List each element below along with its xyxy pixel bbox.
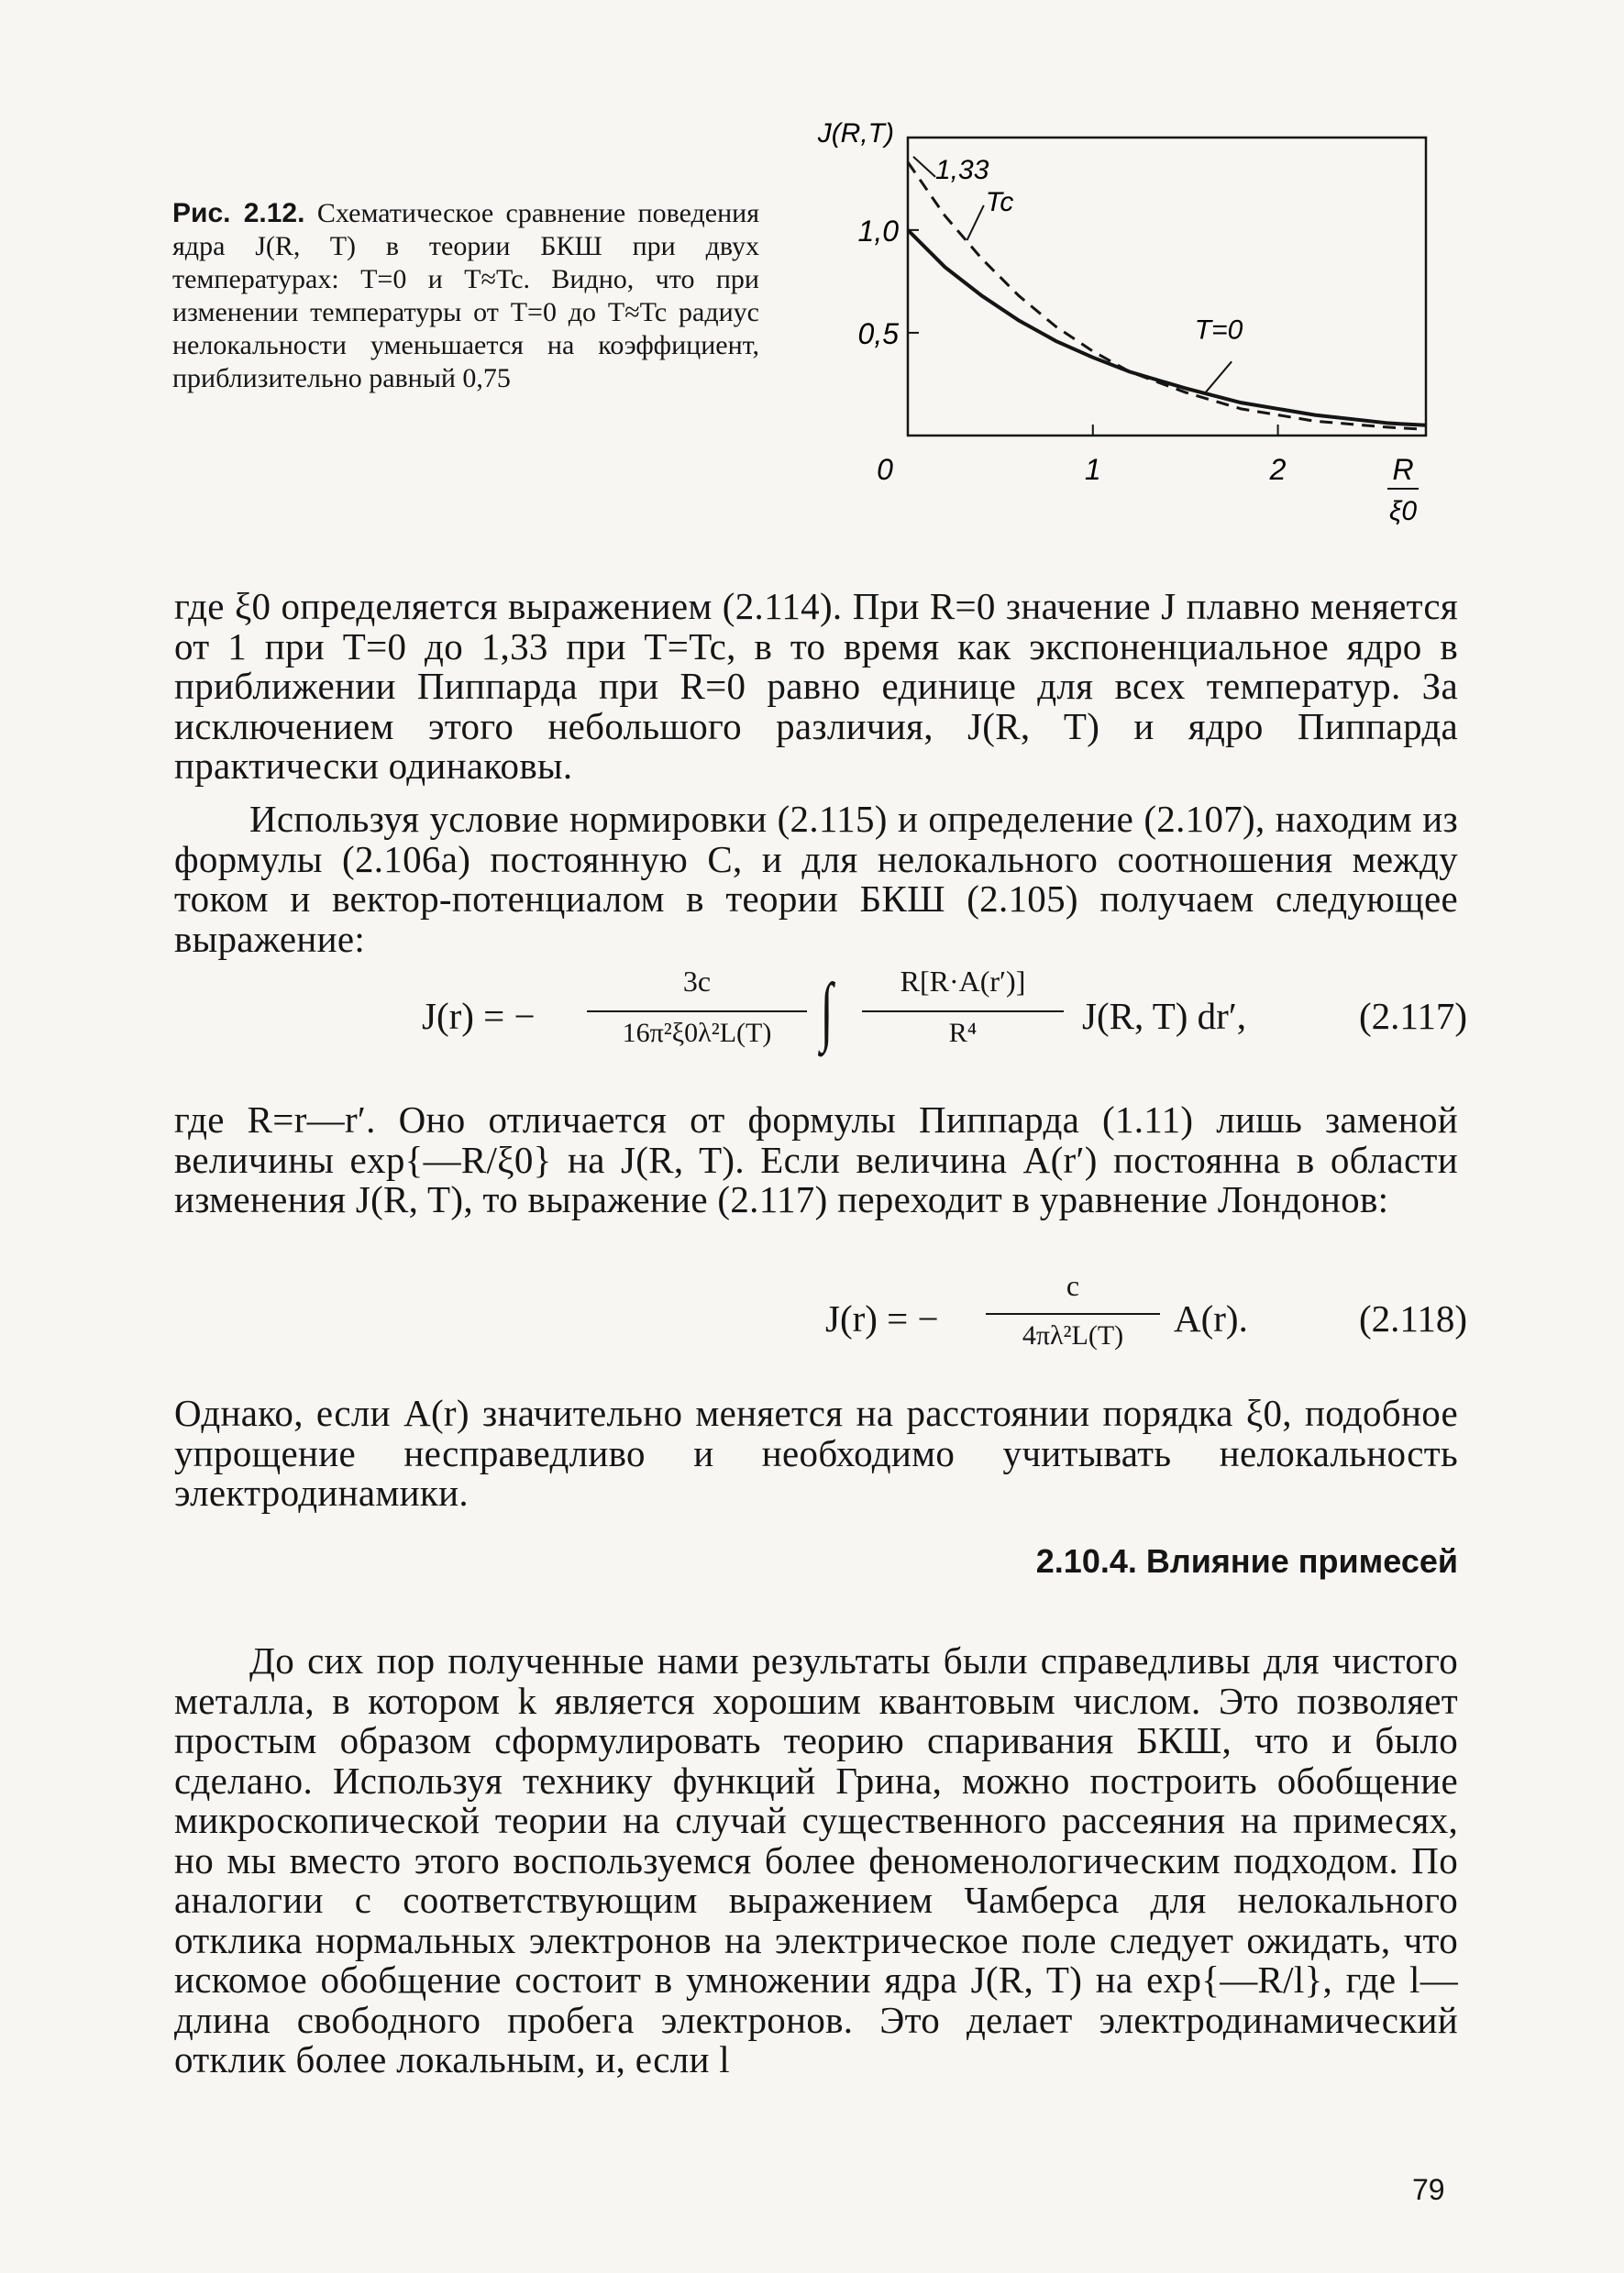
- equation-2-117: [422, 965, 1467, 1082]
- eq118-num: c: [1066, 1269, 1080, 1302]
- x-tick-label: 0: [877, 453, 893, 486]
- eq118-tail: A(r).: [1174, 1297, 1248, 1340]
- section-heading: 2.10.4. Влияние примесей: [1035, 1542, 1458, 1580]
- eq117-coef-line: [587, 1010, 807, 1012]
- eq118-den: 4πλ²L(T): [1022, 1320, 1124, 1351]
- paragraph-3: [174, 1100, 1458, 1220]
- annotation-label: 1,33: [935, 154, 989, 185]
- eq118-number: (2.118): [1358, 1297, 1467, 1340]
- figure-caption-text: Схематическое сравнение поведения ядра J(R, T) в теории БКШ при двух температурах: T=0 и T≈Tc. Видно, что при изменении температуры от T=0 до T≈Tc радиус нелокальности уменьшается на коэффициент, приблизительно равный 0,75: [172, 198, 760, 393]
- eq117-int-den: R⁴: [948, 1018, 978, 1048]
- eq117-coef-num: 3c: [682, 965, 712, 998]
- annotation-leader: [913, 157, 935, 177]
- paragraph-1-text: где ξ0 определяется выражением (2.114). При R=0 значение J плавно меняется от 1 при T=0 до 1,33 при T=Tc, в то время как экспоненциальное ядро в приближении Пиппарда при R=0 равно единице для всех температур. За исключением этого небольшого различия, J(R, T) и ядро Пиппарда практически одинаковы.: [174, 585, 1458, 787]
- paragraph-1: [174, 587, 1458, 787]
- eq117-tail: J(R, T) dr′,: [1082, 995, 1247, 1037]
- series-line-t0: [908, 230, 1426, 425]
- x-tick-label: 2: [1269, 453, 1287, 486]
- x-axis-label-den: ξ0: [1388, 496, 1418, 526]
- y-axis-label: J(R,T): [817, 118, 894, 149]
- annotation-label: T=0: [1194, 314, 1243, 346]
- page-number: 79: [1412, 2173, 1445, 2206]
- y-tick-label: 0,5: [857, 316, 899, 350]
- paragraph-5-text: До сих пор полученные нами результаты были справедливы для чистого металла, в котором k является хорошим квантовым числом. Это позволяет простым образом сформулировать теорию спаривания БКШ, что и было сделано. Используя технику функций Грина, можно построить обобщение микроскопической теории на случай существенного рассеяния на примесях, но мы вместо этого воспользуемся более феноменологическим подходом. По аналогии с соответствующим выражением Чамберса для нелокального отклика нормальных электронов на электрическое поле следует ожидать, что искомое обобщение состоит в умножении ядра J(R, T) на exp{—R/l}, где l—длина свободного пробега электронов. Это делает электродинамический отклик более локальным, и, если l: [174, 1639, 1458, 2080]
- paragraph-4: [174, 1394, 1458, 1514]
- annotation-leader: [967, 205, 984, 240]
- annotation-label: Tc: [985, 186, 1014, 217]
- x-tick-label: 1: [1084, 453, 1101, 486]
- eq118-line: [986, 1313, 1160, 1315]
- paragraph-5: [174, 1641, 1458, 2080]
- eq117-int-line: [862, 1010, 1064, 1012]
- kernel-chart: [807, 101, 1486, 559]
- figure-caption: [172, 197, 759, 395]
- paragraph-2: [174, 800, 1458, 959]
- eq117-number: (2.117): [1358, 995, 1467, 1037]
- eq117-coef-den: 16π²ξ0λ²L(T): [622, 1018, 772, 1048]
- paragraph-2-text: Используя условие нормировки (2.115) и определение (2.107), находим из формулы (2.106а) постоянную C, и для нелокального соотношения между током и вектор-потенциалом в теории БКШ (2.105) получаем следующее выражение:: [174, 798, 1458, 960]
- equation-2-118: [825, 1269, 1467, 1375]
- eq117-lhs: J(r) = −: [422, 995, 536, 1037]
- paragraph-3-text: где R=r—r′. Оно отличается от формулы Пиппарда (1.11) лишь заменой величины exp{—R/ξ0} на J(R, T). Если величина A(r′) постоянна в области изменения J(R, T), то выражение (2.117) переходит в уравнение Лондонов:: [174, 1098, 1458, 1220]
- paragraph-4-text: Однако, если A(r) значительно меняется на расстоянии порядка ξ0, подобное упрощение несправедливо и необходимо учитывать нелокальность электродинамики.: [174, 1392, 1458, 1514]
- annotation-leader: [1204, 361, 1232, 394]
- eq117-integral: ∫: [820, 968, 834, 1054]
- eq117-int-num: R[R·A(r′)]: [900, 965, 1026, 998]
- y-tick-label: 1,0: [857, 214, 899, 248]
- figure-label: Рис. 2.12.: [172, 198, 305, 228]
- x-axis-label-num: R: [1392, 453, 1414, 486]
- eq118-lhs: J(r) = −: [825, 1297, 939, 1340]
